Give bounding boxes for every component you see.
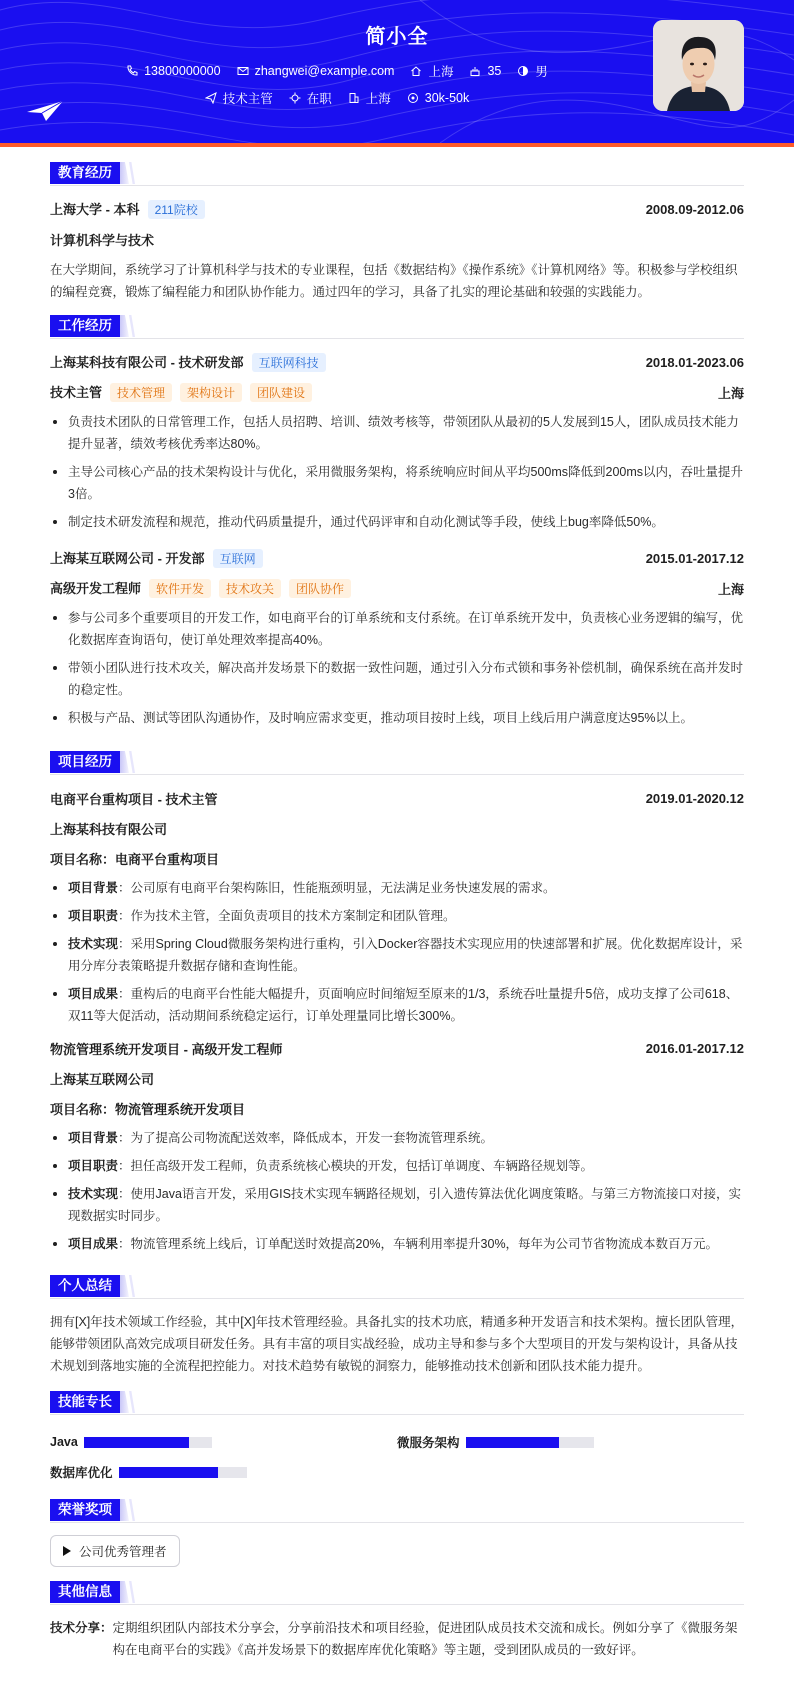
skill-name: 微服务架构: [397, 1436, 460, 1450]
project-company: 上海某科技有限公司: [50, 821, 168, 837]
item-value: ：采用Spring Cloud微服务架构进行重构，引入Docker容器技术实现应用的快速部署和扩展。优化数据库设计，采用分库分表策略提升数据存储和查询性能。: [68, 937, 743, 973]
list-item: [50, 1127, 744, 1149]
gender-text: 男: [535, 65, 548, 79]
job-date: 2015.01-2017.12: [645, 550, 744, 566]
status-info: [289, 89, 332, 107]
position-text: 技术主管: [222, 92, 273, 106]
other-value: 定期组织团队内部技术分享会，分享前沿技术和项目经验，促进团队成员技术交流和成长。例如分享了《微服务架构在电商平台的实践》《高并发场景下的数据库库优化策略》等主题，受到团队成员的一致好评。: [112, 1621, 738, 1657]
item-key: 技术实现: [68, 1187, 119, 1201]
list-item: 负责技术团队的日常管理工作，包括人员招聘、培训、绩效考核等，带领团队从最初的5人发展到15人，团队成员技术能力提升显著，绩效考核优秀率达80%。: [50, 411, 744, 455]
item-value: ：物流管理系统上线后，订单配送时效提高20%，车辆利用率提升30%，每年为公司节省物流成本数百万元。: [118, 1237, 719, 1251]
list-item: 制定技术研发流程和规范，推动代码质量提升，通过代码评审和自动化测试等手段，使线上bug率降低50%。: [50, 511, 744, 533]
project-name-row: [50, 1097, 744, 1119]
list-item: 参与公司多个重要项目的开发工作，如电商平台的订单系统和支付系统。在订单系统开发中，负责核心业务逻辑的编写，优化数据库查询语句，使订单处理效率提高40%。: [50, 607, 744, 651]
education-title: 教育经历: [50, 162, 120, 184]
gender-icon: [517, 65, 529, 77]
salary-info: [407, 89, 469, 107]
work-title: 工作经历: [50, 315, 120, 337]
job-role-row: [50, 381, 744, 403]
awards-list: [50, 1535, 744, 1567]
school-tag: 211院校: [148, 200, 205, 219]
item-value: ：为了提高公司物流配送效率，降低成本，开发一套物流管理系统。: [118, 1131, 494, 1145]
skill-fill: [119, 1467, 219, 1478]
item-value: ：作为技术主管，全面负责项目的技术方案制定和团队管理。: [118, 909, 456, 923]
list-item: [50, 1233, 744, 1255]
project-bullets: [50, 1127, 744, 1255]
work-section-header: [50, 315, 744, 339]
project-entry: [50, 1037, 744, 1255]
project-heading: 电商平台重构项目 - 技术主管: [50, 791, 218, 807]
award-text: 公司优秀管理者: [79, 1545, 167, 1559]
item-value: ：使用Java语言开发，采用GIS技术实现车辆路径规划，引入遗传算法优化调度策略。与第三方物流接口对接，实现数据实时同步。: [68, 1187, 741, 1223]
job-industry-tag: 互联网: [213, 549, 263, 568]
project-name-label: 项目名称：: [50, 851, 116, 867]
item-key: 项目背景: [68, 881, 119, 895]
location-text: 上海: [428, 65, 454, 79]
job-skill-tag: 技术管理: [110, 383, 172, 402]
school-name: 上海大学 - 本科: [50, 202, 140, 217]
job-role: 高级开发工程师: [50, 581, 142, 596]
age-info: [469, 62, 501, 80]
project-company: 上海某互联网公司: [50, 1071, 155, 1087]
target-city-text: 上海: [365, 92, 391, 106]
list-item: [50, 905, 744, 927]
cake-icon: [469, 65, 481, 77]
item-value: ：重构后的电商平台性能大幅提升，页面响应时间缩短至原来的1/3，系统吞吐量提升5倍，成功支撑了公司618、双11等大促活动，活动期间系统稳定运行，订单处理量同比增长300%。: [68, 987, 739, 1023]
resume-content: [50, 162, 744, 1661]
phone-icon: [126, 65, 138, 77]
job-entry: [50, 351, 744, 533]
list-item: [50, 983, 744, 1027]
email-info: [237, 62, 395, 80]
building-icon: [348, 92, 360, 104]
project-name: 电商平台重构项目: [115, 851, 220, 867]
candidate-name: 简小全: [365, 26, 429, 48]
job-bullets: [50, 411, 744, 533]
position-info: [205, 89, 273, 107]
avatar-portrait: [653, 20, 744, 111]
target-city-info: [348, 89, 391, 107]
project-heading-row: [50, 787, 744, 809]
job-role-row: [50, 577, 744, 599]
job-company: 上海某科技有限公司 - 技术研发部: [50, 355, 244, 370]
phone-info: [126, 62, 220, 80]
project-company-row: [50, 1067, 744, 1089]
paper-plane-icon: [26, 100, 64, 122]
home-icon: [410, 65, 422, 77]
list-item: [50, 1183, 744, 1227]
list-item: [50, 933, 744, 977]
skill-name: Java: [50, 1435, 78, 1449]
job-company-row: [50, 547, 744, 569]
list-item: 主导公司核心产品的技术架构设计与优化，采用微服务架构，将系统响应时间从平均500ms降低到200ms以内，吞吐量提升3倍。: [50, 461, 744, 505]
skill-bar: [84, 1437, 212, 1448]
job-skill-tag: 团队协作: [289, 579, 351, 598]
education-school-row: [50, 198, 744, 220]
other-section-header: [50, 1581, 744, 1605]
contact-info-row: [0, 62, 734, 80]
skill-item: [50, 1435, 397, 1449]
job-skill-tag: 架构设计: [180, 383, 242, 402]
skills-section-header: [50, 1391, 744, 1415]
job-city: 上海: [717, 581, 744, 597]
list-item: 积极与产品、测试等团队沟通协作，及时响应需求变更，推动项目按时上线，项目上线后用户满意度达95%以上。: [50, 707, 744, 729]
job-date: 2018.01-2023.06: [645, 354, 744, 370]
major-row: [50, 228, 744, 250]
other-info-row: [50, 1617, 744, 1661]
major-name: 计算机科学与技术: [50, 232, 155, 248]
item-key: 项目职责: [68, 909, 119, 923]
item-key: 项目职责: [68, 1159, 119, 1173]
phone-text: 13800000000: [144, 64, 221, 78]
job-role: 技术主管: [50, 385, 103, 400]
age-text: 35: [487, 64, 502, 78]
item-value: ：担任高级开发工程师，负责系统核心模块的开发，包括订单调度、车辆路径规划等。: [118, 1159, 594, 1173]
other-key: 技术分享：: [50, 1621, 113, 1635]
header-accent-strip: [0, 143, 794, 147]
item-value: ：公司原有电商平台架构陈旧，性能瓶颈明显，无法满足业务快速发展的需求。: [118, 881, 556, 895]
item-key: 项目背景: [68, 1131, 119, 1145]
skill-name: 数据库优化: [50, 1466, 113, 1480]
job-entry: [50, 547, 744, 729]
project-date: 2016.01-2017.12: [645, 1040, 744, 1056]
project-heading: 物流管理系统开发项目 - 高级开发工程师: [50, 1041, 283, 1057]
education-section-header: [50, 162, 744, 186]
salary-text: 30k-50k: [424, 91, 470, 105]
job-company: 上海某互联网公司 - 开发部: [50, 551, 205, 566]
project-name-row: [50, 847, 744, 869]
awards-section-header: [50, 1499, 744, 1523]
other-title: 其他信息: [50, 1581, 120, 1603]
skill-bar: [119, 1467, 247, 1478]
list-item: [50, 1155, 744, 1177]
summary-section-header: [50, 1275, 744, 1299]
skill-fill: [84, 1437, 189, 1448]
award-item: [50, 1535, 180, 1567]
job-industry-tag: 互联网科技: [252, 353, 326, 372]
location-info: [410, 62, 453, 80]
skill-item: [397, 1433, 744, 1451]
project-bullets: [50, 877, 744, 1027]
item-key: 项目成果: [68, 1237, 119, 1251]
job-company-row: [50, 351, 744, 373]
project-name-label: 项目名称：: [50, 1101, 116, 1117]
avatar: [653, 20, 744, 111]
education-description: 在大学期间，系统学习了计算机科学与技术的专业课程，包括《数据结构》《操作系统》《计算机网络》等。积极参与学校组织的编程竞赛，锻炼了编程能力和团队协作能力。通过四年的学习，具备了扎实的理论基础和较强的实践能力。: [50, 263, 738, 299]
send-icon: [205, 92, 217, 104]
skills-title: 技能专长: [50, 1391, 120, 1413]
item-key: 技术实现: [68, 937, 119, 951]
summary-title: 个人总结: [50, 1275, 120, 1297]
resume-header: [0, 0, 794, 143]
job-skill-tag: 技术攻关: [219, 579, 281, 598]
status-icon: [289, 92, 301, 104]
project-company-row: [50, 817, 744, 839]
list-item: 带领小团队进行技术攻关，解决高并发场景下的数据一致性问题，通过引入分布式锁和事务补偿机制，确保系统在高并发时的稳定性。: [50, 657, 744, 701]
status-text: 在职: [306, 92, 332, 106]
projects-section-header: [50, 751, 744, 775]
job-bullets: [50, 607, 744, 729]
gender-info: [517, 62, 548, 80]
job-info-row: [0, 89, 734, 107]
summary-text: 拥有[X]年技术领域工作经验，其中[X]年技术管理经验。具备扎实的技术功底，精通多种开发语言和技术架构。擅长团队管理，能够带领团队高效完成项目研发任务。具有丰富的项目实战经验，成功主导和参与多个大型项目的开发与架构设计，具备从技术规划到落地实施的全流程把控能力。对技术趋势有敏锐的洞察力，能够推动技术创新和团队技术能力提升。: [50, 1315, 744, 1373]
awards-title: 荣誉奖项: [50, 1499, 120, 1521]
skill-fill: [466, 1437, 559, 1448]
list-item: [50, 877, 744, 899]
email-text: zhangwei@example.com: [254, 64, 395, 78]
skill-bar: [466, 1437, 594, 1448]
project-name: 物流管理系统开发项目: [115, 1101, 246, 1117]
salary-icon: [407, 92, 419, 104]
mail-icon: [237, 65, 249, 77]
skills-row: [50, 1427, 744, 1457]
project-entry: [50, 787, 744, 1027]
job-skill-tag: 软件开发: [149, 579, 211, 598]
project-date: 2019.01-2020.12: [645, 790, 744, 806]
education-date: 2008.09-2012.06: [645, 201, 744, 217]
item-key: 项目成果: [68, 987, 119, 1001]
projects-title: 项目经历: [50, 751, 120, 773]
skills-row: [50, 1457, 744, 1487]
job-city: 上海: [717, 385, 744, 401]
skill-item: [50, 1463, 397, 1481]
play-icon: [63, 1546, 71, 1556]
project-heading-row: [50, 1037, 744, 1059]
job-skill-tag: 团队建设: [250, 383, 312, 402]
